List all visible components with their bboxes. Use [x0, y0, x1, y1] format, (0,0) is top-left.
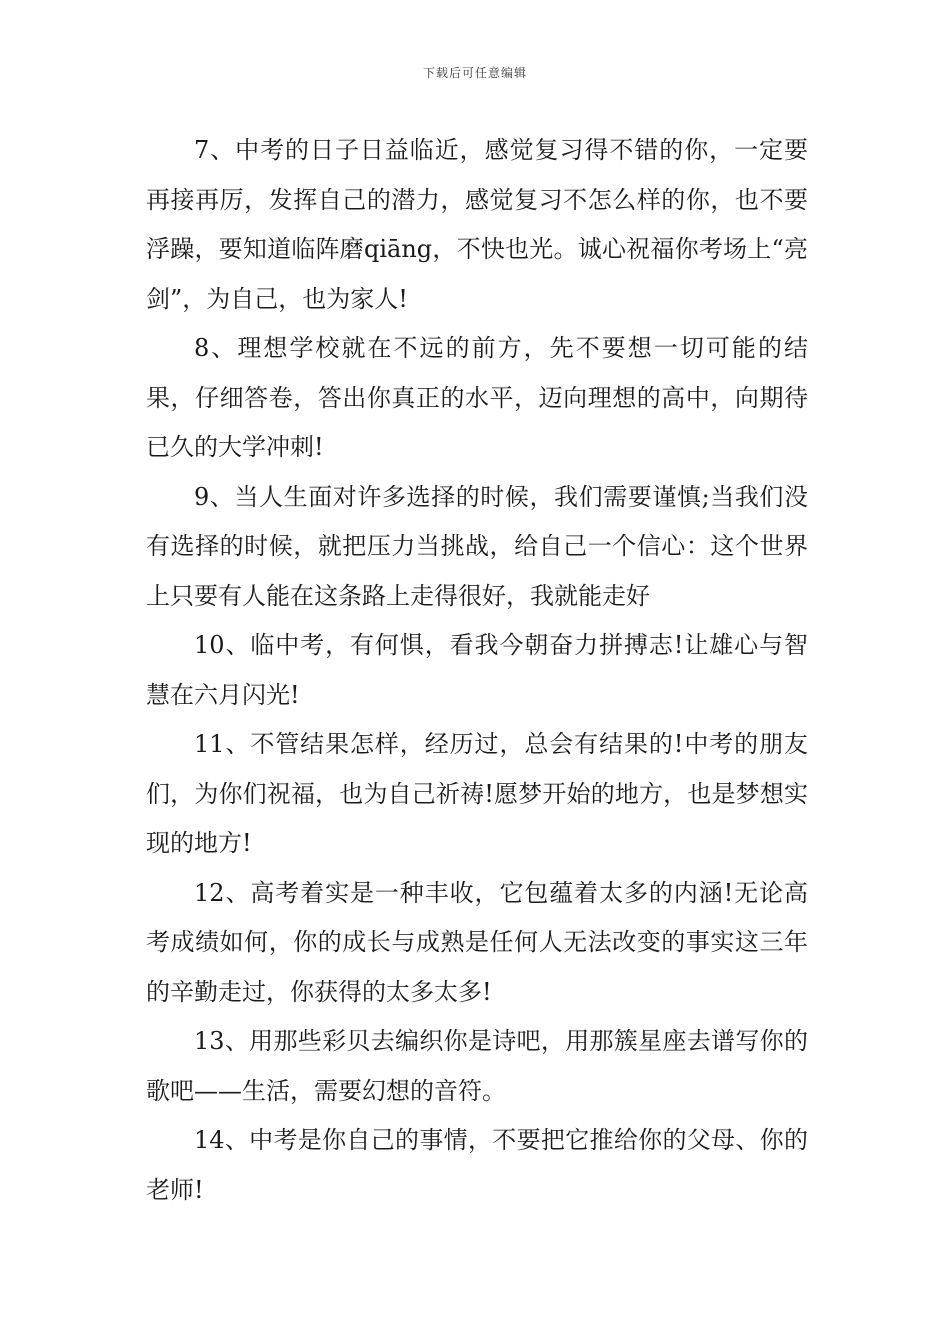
paragraph-11: 11、不管结果怎样，经历过，总会有结果的!中考的朋友们，为你们祝福，也为自己祈祷!愿梦开始的地方，也是梦想实现的地方!: [146, 730, 808, 857]
document-body: [146, 126, 808, 1215]
paragraph-14: 14、中考是你自己的事情，不要把它推给你的父母、你的老师!: [146, 1126, 808, 1204]
paragraph-7: 7、中考的日子日益临近，感觉复习得不错的你，一定要再接再厉，发挥自己的潜力，感觉复习不怎么样的你，也不要浮躁，要知道临阵磨qiāng，不快也光。诚心祝福你考场上“亮剑”，为自己，也为家人!: [146, 136, 808, 313]
paragraph-9: 9、当人生面对许多选择的时候，我们需要谨慎;当我们没有选择的时候，就把压力当挑战，给自己一个信心：这个世界上只要有人能在这条路上走得很好，我就能走好: [146, 482, 808, 610]
paragraph-8: 8、理想学校就在不远的前方，先不要想一切可能的结果，仔细答卷，答出你真正的水平，迈向理想的高中，向期待已久的大学冲刺!: [146, 334, 808, 461]
paragraph-13: 13、用那些彩贝去编织你是诗吧，用那簇星座去谱写你的歌吧——生活，需要幻想的音符。: [146, 1027, 808, 1105]
page-header: 下载后可任意编辑: [422, 66, 527, 80]
paragraph-12: 12、高考着实是一种丰收，它包蕴着太多的内涵!无论高考成绩如何，你的成长与成熟是任何人无法改变的事实这三年的辛勤走过，你获得的太多太多!: [146, 878, 808, 1006]
paragraph-10: 10、临中考，有何惧，看我今朝奋力拼搏志!让雄心与智慧在六月闪光!: [146, 631, 808, 709]
